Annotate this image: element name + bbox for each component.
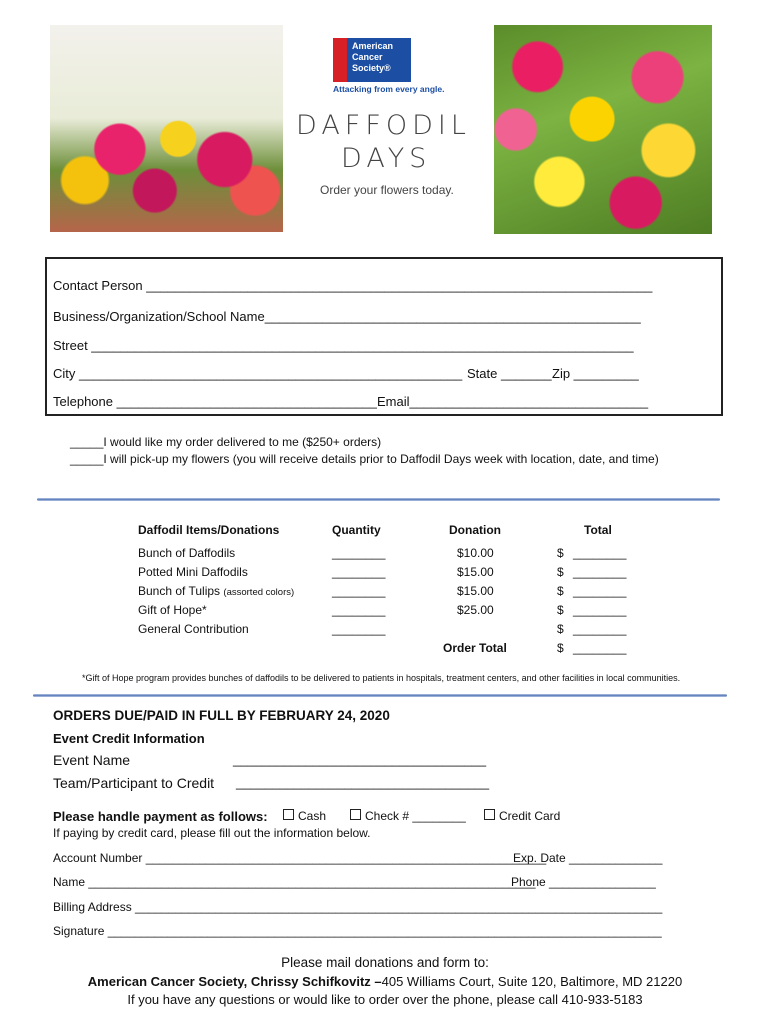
total-sign: $ (557, 546, 564, 560)
credit-card-note: If paying by credit card, please fill out the information below. (53, 826, 371, 840)
donation-amount: $10.00 (457, 546, 494, 560)
logo-tagline: Attacking from every angle. (333, 84, 445, 94)
quantity-field[interactable]: ________ (332, 603, 386, 617)
total-field[interactable]: ________ (573, 603, 627, 617)
email-field[interactable]: Email_________________________________ (377, 394, 649, 409)
name-field[interactable]: Name ___________________________________________________________________ (53, 875, 536, 889)
item-name (138, 584, 294, 598)
cash-label: Cash (298, 809, 327, 823)
credit-card-label: Credit Card (499, 809, 561, 823)
state-field[interactable]: State _______ (467, 366, 552, 381)
donation-amount: $15.00 (457, 584, 494, 598)
item-name: Gift of Hope* (138, 603, 207, 617)
mail-street: 405 Williams Court, Suite 120, Baltimore, MD 21220 (381, 974, 683, 989)
total-sign: $ (557, 622, 564, 636)
team-label: Team/Participant to Credit (53, 775, 215, 791)
street-field[interactable]: Street ___________________________________________________________________________ (53, 338, 634, 353)
checkbox-icon[interactable] (350, 809, 361, 820)
total-sign: $ (557, 603, 564, 617)
title-line2: DAYS (341, 143, 432, 174)
total-field[interactable]: ________ (573, 622, 627, 636)
delivery-option[interactable]: _____I would like my order delivered to me ($250+ orders) (70, 435, 382, 449)
contact-person-field[interactable]: Contact Person ______________________________________________________________________ (53, 278, 653, 293)
acs-logo (333, 38, 411, 82)
item-name: General Contribution (138, 622, 249, 636)
col-header-donation: Donation (449, 523, 501, 537)
checkbox-icon[interactable] (283, 809, 294, 820)
donation-amount: $15.00 (457, 565, 494, 579)
flower-photo-right (494, 25, 712, 234)
credit-card-option[interactable] (484, 809, 560, 823)
logo-text: Society® (352, 63, 391, 73)
zip-field[interactable]: Zip _________ (552, 366, 639, 381)
account-number-field[interactable]: Account Number ____________________________________________________________ (53, 851, 547, 865)
item-name: Potted Mini Daffodils (138, 565, 248, 579)
team-field[interactable]: ___________________________________ (236, 775, 490, 790)
total-field[interactable]: ________ (573, 546, 627, 560)
subtitle: Order your flowers today. (320, 183, 454, 197)
item-note: (assorted colors) (223, 587, 295, 598)
exp-date-field[interactable]: Exp. Date ______________ (513, 851, 663, 865)
mail-org: American Cancer Society, Chrissy Schifkovitz – (87, 974, 382, 989)
mail-instructions: Please mail donations and form to: (281, 955, 489, 970)
divider (33, 694, 727, 697)
payment-label: Please handle payment as follows: (53, 809, 268, 824)
cash-option[interactable] (283, 809, 326, 823)
total-sign: $ (557, 565, 564, 579)
flower-photo-left (50, 25, 283, 232)
divider (37, 498, 720, 501)
quantity-field[interactable]: ________ (332, 584, 386, 598)
check-label: Check # ________ (365, 809, 466, 823)
total-field[interactable]: ________ (573, 565, 627, 579)
event-name-label: Event Name (53, 752, 131, 768)
mail-address (0, 974, 770, 989)
billing-address-field[interactable]: Billing Address _______________________________________________________________________________ (53, 900, 663, 914)
item-name: Bunch of Daffodils (138, 546, 236, 560)
checkbox-icon[interactable] (484, 809, 495, 820)
total-field[interactable]: ________ (573, 584, 627, 598)
logo-blue-panel (347, 38, 411, 82)
donation-amount: $25.00 (457, 603, 494, 617)
col-header-items: Daffodil Items/Donations (138, 523, 280, 537)
city-field[interactable]: City _____________________________________________________ (53, 366, 463, 381)
item-name-text: Bunch of Tulips (138, 584, 221, 598)
signature-field[interactable]: Signature ___________________________________________________________________________________ (53, 924, 662, 938)
business-field[interactable]: Business/Organization/School Name____________________________________________________ (53, 309, 641, 324)
check-option[interactable] (350, 809, 466, 823)
logo-text: Cancer (352, 52, 383, 62)
col-header-total: Total (584, 523, 612, 537)
orders-due-heading: ORDERS DUE/PAID IN FULL BY FEBRUARY 24, 2020 (53, 708, 390, 723)
total-sign: $ (557, 584, 564, 598)
phone-field[interactable]: Phone ________________ (511, 875, 656, 889)
title-line1: DAFFODIL (296, 110, 471, 141)
telephone-field[interactable]: Telephone ____________________________________ (53, 394, 377, 409)
order-total-field[interactable]: ________ (573, 641, 627, 655)
logo-text: American (352, 41, 394, 51)
event-name-field[interactable]: ___________________________________ (233, 752, 487, 767)
quantity-field[interactable]: ________ (332, 546, 386, 560)
gift-of-hope-footnote: *Gift of Hope program provides bunches of daffodils to be delivered to patients in hospitals, treatment centers, and other facilities in local communities. (82, 673, 681, 683)
order-total-label: Order Total (443, 641, 507, 655)
event-credit-heading: Event Credit Information (53, 731, 205, 746)
col-header-quantity: Quantity (332, 523, 381, 537)
sword-icon (333, 38, 347, 82)
quantity-field[interactable]: ________ (332, 565, 386, 579)
quantity-field[interactable]: ________ (332, 622, 386, 636)
order-total-sign: $ (557, 641, 564, 655)
phone-instructions: If you have any questions or would like to order over the phone, please call 410-933-5183 (127, 992, 643, 1007)
pickup-option[interactable]: _____I will pick-up my flowers (you will receive details prior to Daffodil Days week with location, date, and time) (70, 452, 659, 466)
